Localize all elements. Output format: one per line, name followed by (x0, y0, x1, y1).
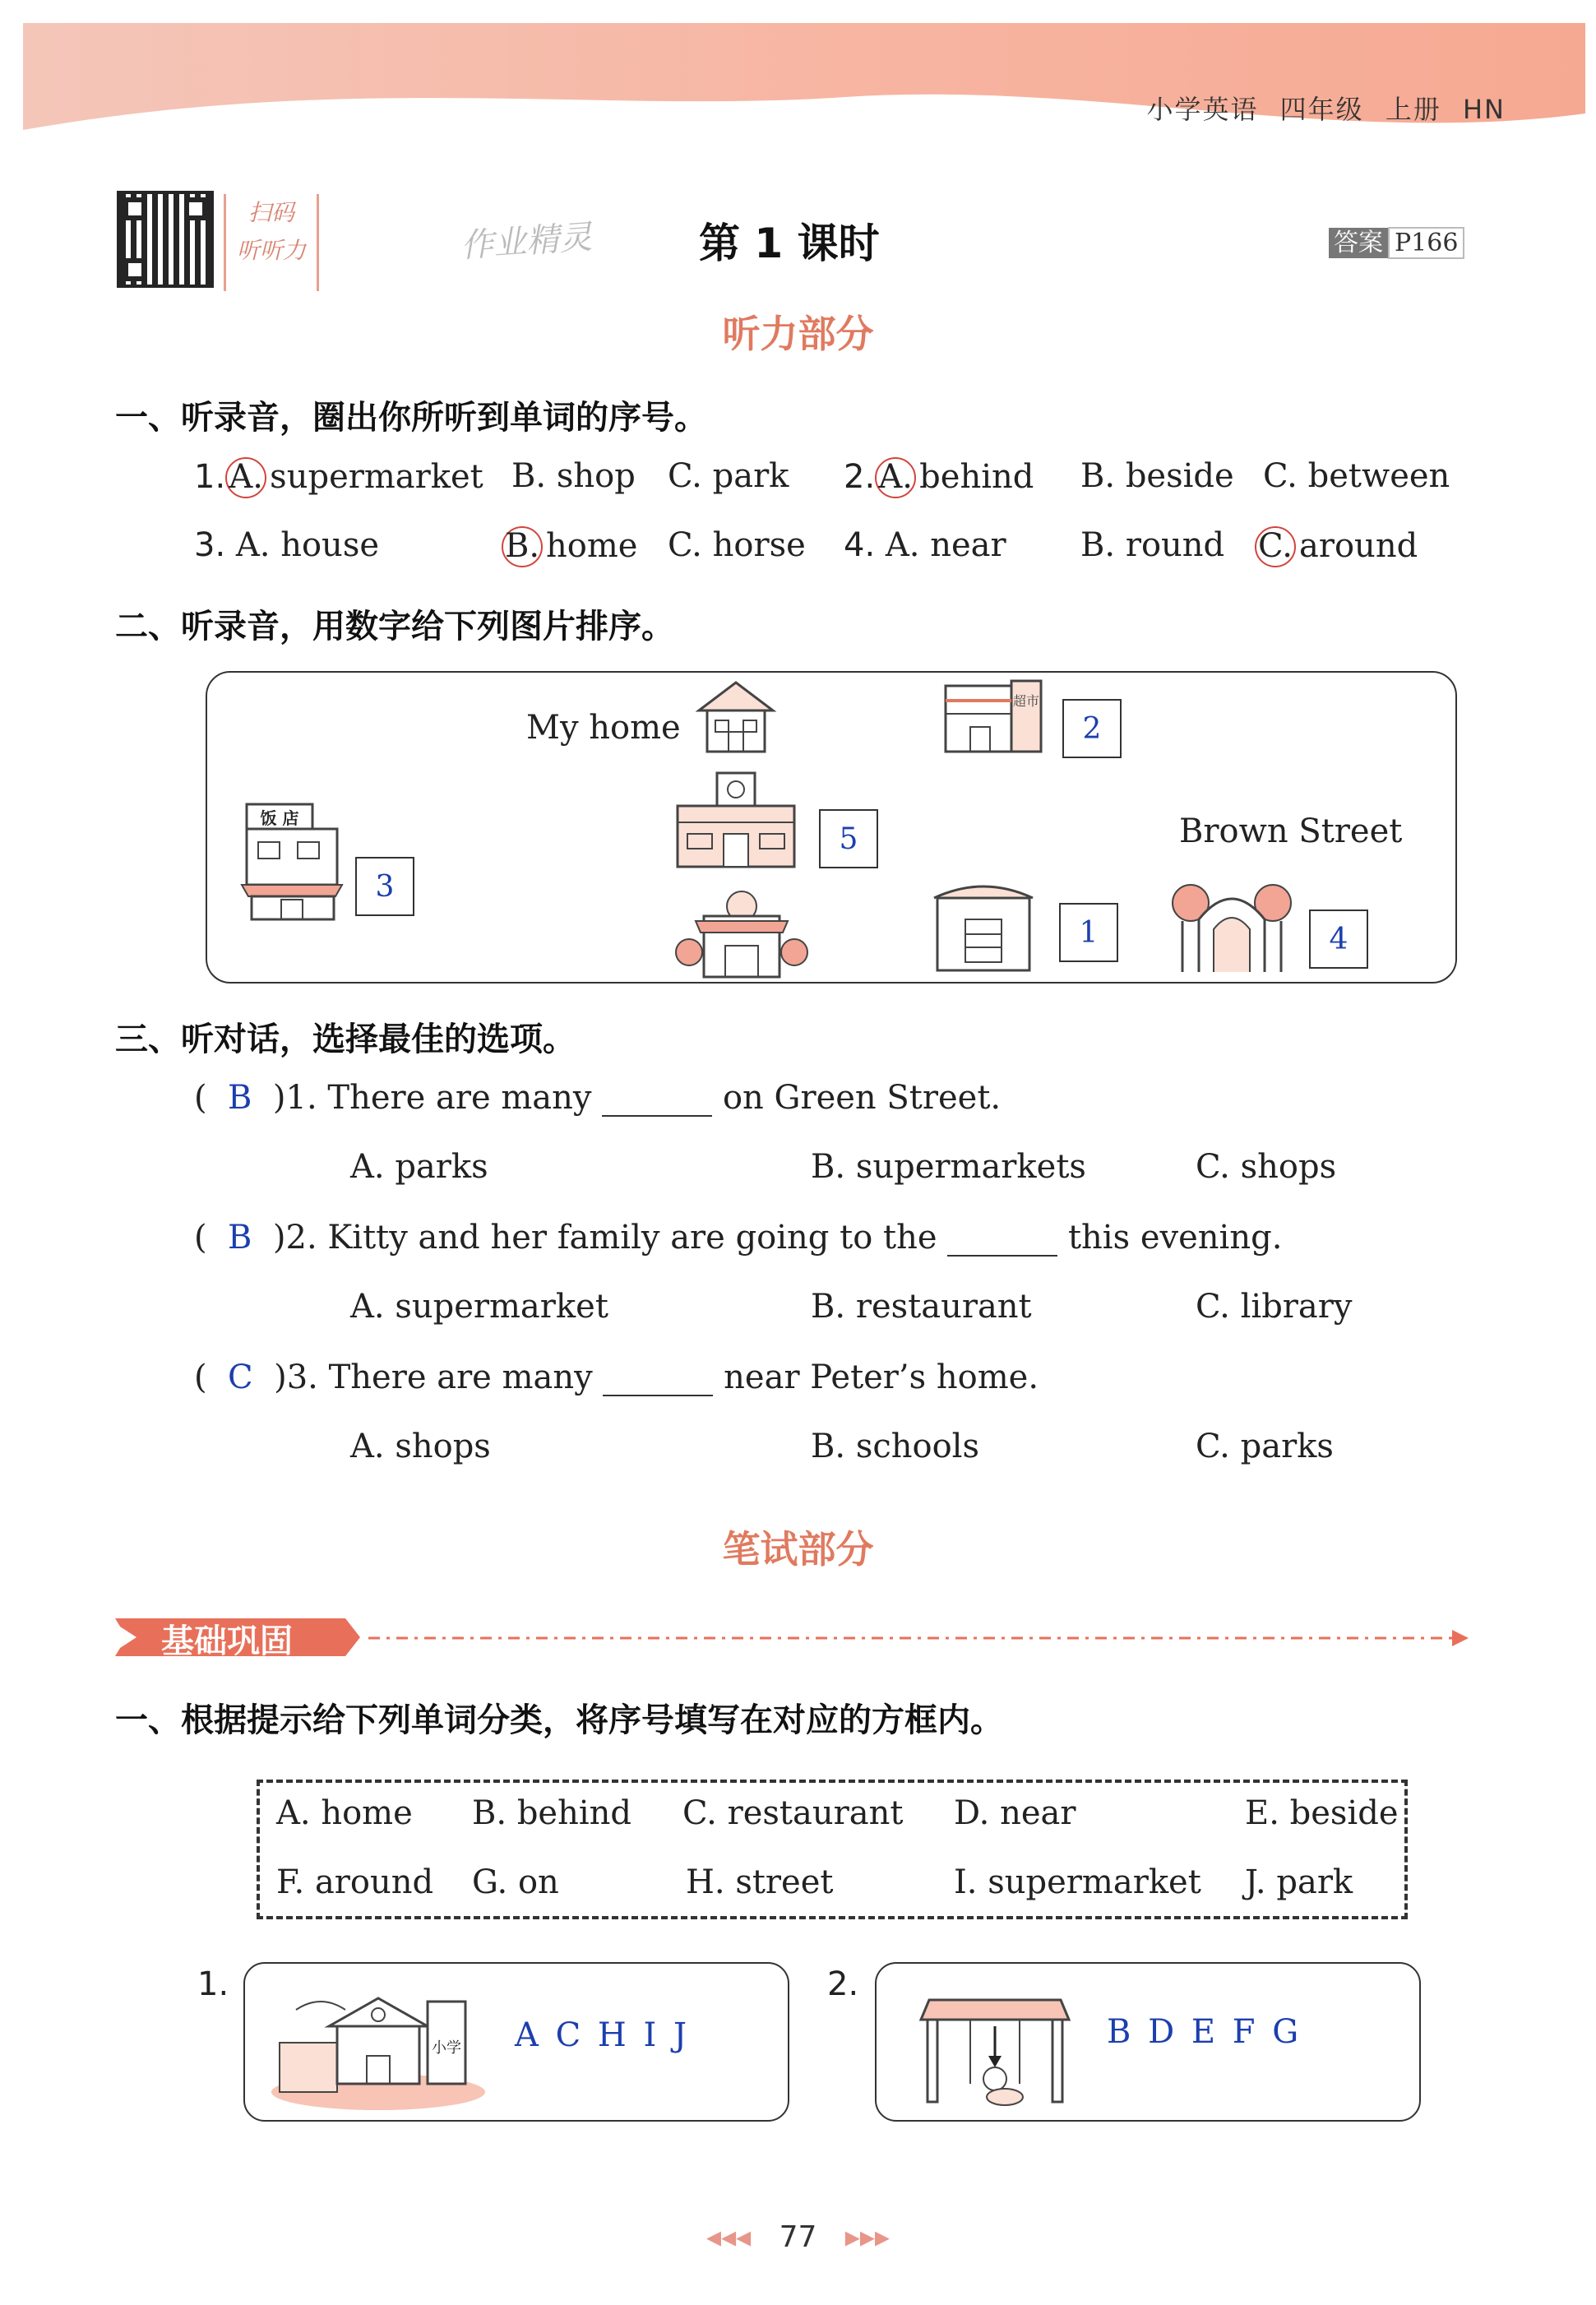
q3-2-option-c: C. library (1196, 1288, 1353, 1326)
q1-4-option-c (1255, 526, 1418, 567)
box1-answer: A C H I J (515, 2016, 691, 2054)
dashed-arrow-line (368, 1628, 1470, 1648)
q1-2-option-b: B. beside (1080, 457, 1234, 495)
circled-option: C. (1255, 526, 1296, 567)
q1-item-2 (844, 457, 1034, 498)
question-text-end: near Peter’s home. (724, 1358, 1039, 1396)
word-h: H. street (686, 1863, 834, 1901)
answer-blank[interactable] (602, 1082, 712, 1117)
circled-option: A. (225, 457, 266, 498)
q3-1-option-a: A. parks (350, 1148, 488, 1186)
item-number: )2. (272, 1219, 317, 1257)
option-word: home (546, 527, 638, 565)
question-text: There are many (327, 1079, 592, 1117)
restaurant-icon (238, 799, 354, 923)
answer-letter: B (228, 1079, 252, 1117)
restaurant-sign: 饭 店 (260, 808, 299, 828)
q3-item-2: ( B )2. Kitty and her family are going to the this evening. (194, 1219, 1283, 1257)
page-number: 77 (779, 2220, 817, 2254)
word-e: E. beside (1245, 1794, 1399, 1832)
answer-page: P166 (1388, 227, 1464, 259)
supermarket-answer-box[interactable]: 2 (1062, 699, 1122, 758)
word-b: B. behind (472, 1794, 632, 1832)
question-text: There are many (328, 1358, 593, 1396)
town-buildings-icon (263, 1977, 493, 2113)
word-i: I. supermarket (954, 1863, 1201, 1901)
park-building-icon (671, 888, 811, 980)
item-number: 2. (844, 458, 876, 496)
q1-2-option-c: C. between (1263, 457, 1450, 495)
q3-3-option-c: C. parks (1196, 1428, 1334, 1465)
box1-number: 1. (197, 1965, 229, 2003)
basic-banner-label: 基础巩固 (161, 1622, 293, 1660)
q1-3-option-b (502, 526, 637, 567)
circled-option: A. (875, 457, 916, 498)
house-icon (691, 678, 781, 757)
box2-number: 2. (827, 1965, 859, 2003)
circled-option: B. (502, 526, 543, 567)
my-home-label: My home (526, 709, 681, 747)
table-with-dog-icon (913, 1977, 1077, 2113)
answer-reference[interactable] (1329, 222, 1464, 258)
scan-listen-label (224, 194, 319, 291)
word-g: G. on (472, 1863, 559, 1901)
question-text-end: on Green Street. (722, 1079, 1002, 1117)
q1-1-option-b: B. shop (511, 457, 636, 495)
park-answer-box[interactable]: 4 (1309, 910, 1368, 969)
q1-1-option-c: C. park (668, 457, 789, 495)
writing-q1-heading: 一、根据提示给下列单词分类，将序号填写在对应的方框内。 (115, 1701, 1003, 1739)
q1-item-4 (844, 526, 1006, 564)
q3-2-option-a: A. supermarket (350, 1288, 608, 1326)
supermarket-icon (937, 676, 1052, 758)
question-text: Kitty and her family are going to the (327, 1219, 937, 1257)
answer-key-label: 答案 (1329, 228, 1388, 258)
school-icon (666, 768, 806, 870)
scan-label-line2: 听听力 (236, 237, 306, 264)
q3-3-option-a: A. shops (350, 1428, 491, 1465)
option-word: supermarket (270, 458, 483, 496)
qr-code-icon[interactable] (117, 191, 214, 288)
word-d: D. near (954, 1794, 1076, 1832)
item-number: 4. (844, 526, 876, 564)
word-f: F. around (276, 1863, 434, 1901)
q3-1-option-c: C. shops (1196, 1148, 1337, 1186)
header-meta: 小学英语 四年级 上册 HN (1146, 94, 1506, 125)
item-number: )1. (272, 1079, 317, 1117)
library-answer-box[interactable]: 1 (1059, 903, 1118, 962)
question-text-end: this evening. (1067, 1219, 1283, 1257)
restaurant-answer-box[interactable]: 3 (355, 857, 414, 916)
next-page-icon: ▸▸▸ (844, 2220, 890, 2254)
box1-sign: 小学 (432, 2039, 461, 2057)
q3-item-1: ( B )1. There are many on Green Street. (194, 1079, 1002, 1117)
item-number: 3. (194, 526, 226, 564)
supermarket-sign: 超市 (1012, 693, 1040, 709)
watermark: 作业精灵 (459, 218, 594, 266)
lesson-title: 第 1 课时 (699, 220, 880, 267)
scan-label-line1: 扫码 (247, 199, 294, 226)
writing-section-title: 笔试部分 (722, 1527, 874, 1571)
word-j: J. park (1245, 1863, 1353, 1901)
park-gate-icon (1166, 870, 1298, 975)
listening-q2-heading: 二、听录音，用数字给下列图片排序。 (115, 608, 674, 646)
item-number: )3. (274, 1358, 318, 1396)
option-a: A. house (235, 526, 380, 564)
option-word: behind (919, 458, 1034, 496)
brown-street-label: Brown Street (1179, 812, 1403, 850)
page-footer (0, 2220, 1596, 2254)
answer-blank[interactable] (947, 1222, 1057, 1257)
word-c: C. restaurant (682, 1794, 904, 1832)
listening-section-title: 听力部分 (722, 312, 874, 356)
prev-page-icon: ◂◂◂ (706, 2220, 752, 2254)
q1-item-3 (194, 526, 379, 564)
option-word: around (1299, 527, 1418, 565)
answer-blank[interactable] (603, 1362, 713, 1396)
q3-1-option-b: B. supermarkets (811, 1148, 1086, 1186)
q1-4-option-b: B. round (1080, 526, 1225, 564)
school-answer-box[interactable]: 5 (819, 809, 878, 868)
q1-item-1 (194, 457, 483, 498)
word-a: A. home (276, 1794, 413, 1832)
q3-item-3: ( C )3. There are many near Peter’s home. (194, 1358, 1039, 1396)
answer-letter: C (228, 1358, 253, 1396)
option-a: A. near (885, 526, 1006, 564)
listening-q1-heading: 一、听录音，圈出你所听到单词的序号。 (115, 399, 707, 437)
listening-q3-heading: 三、听对话，选择最佳的选项。 (115, 1021, 576, 1058)
q1-3-option-c: C. horse (668, 526, 806, 564)
q3-2-option-b: B. restaurant (811, 1288, 1032, 1326)
q3-3-option-b: B. schools (811, 1428, 979, 1465)
answer-letter: B (228, 1219, 252, 1257)
item-number: 1. (194, 458, 226, 496)
library-icon (926, 875, 1041, 974)
box2-answer: B D E F G (1107, 2013, 1302, 2051)
